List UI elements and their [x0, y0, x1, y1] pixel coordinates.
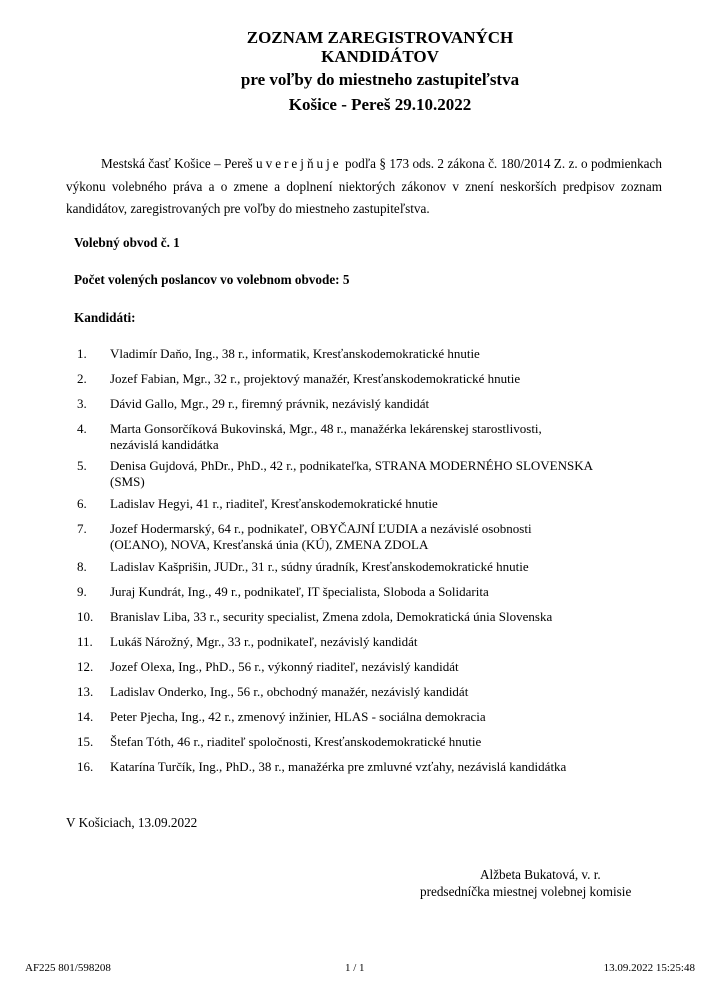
district-heading: Volebný obvod č. 1 [74, 235, 180, 250]
candidate-number: 9. [77, 584, 87, 599]
candidate-number: 3. [77, 396, 87, 411]
candidate-text [110, 734, 650, 750]
candidate-line: Juraj Kundrát, Ing., 49 r., podnikateľ, IT špecialista, Sloboda a Solidarita [110, 584, 489, 599]
signer-role: predsedníčka miestnej volebnej komisie [420, 884, 632, 899]
candidate-text [110, 634, 650, 650]
candidate-line: nezávislá kandidátka [110, 437, 219, 452]
candidate-number: 1. [77, 346, 87, 361]
candidate-line: Ladislav Onderko, Ing., 56 r., obchodný manažér, nezávislý kandidát [110, 684, 469, 699]
candidate-text [110, 759, 650, 775]
candidate-number: 12. [77, 659, 94, 674]
footer-timestamp: 13.09.2022 15:25:48 [603, 962, 695, 974]
candidate-text [110, 521, 650, 553]
candidate-text [110, 371, 650, 387]
candidate-text [110, 458, 650, 490]
candidate-text [110, 396, 650, 412]
candidate-line: Denisa Gujdová, PhDr., PhD., 42 r., podnikateľka, STRANA MODERNÉHO SLOVENSKA [110, 458, 594, 473]
candidate-number: 15. [77, 734, 94, 749]
candidates-heading: Kandidáti: [74, 310, 136, 325]
candidate-line: Peter Pjecha, Ing., 42 r., zmenový inžinier, HLAS - sociálna demokracia [110, 709, 486, 724]
footer-document-id: AF225 801/598208 [25, 962, 111, 974]
candidate-text [110, 421, 650, 453]
candidate-number: 11. [77, 634, 93, 649]
candidate-line: Marta Gonsorčíková Bukovinská, Mgr., 48 r., manažérka lekárenskej starostlivosti, [110, 421, 542, 436]
candidate-number: 4. [77, 421, 87, 436]
candidate-text [110, 559, 650, 575]
candidate-text [110, 659, 650, 675]
candidate-line: Jozef Hodermarský, 64 r., podnikateľ, OBYČAJNÍ ĽUDIA a nezávislé osobnosti [110, 521, 532, 536]
candidate-text [110, 709, 650, 725]
candidate-number: 5. [77, 458, 87, 473]
place-date: V Košiciach, 13.09.2022 [66, 815, 198, 830]
intro-part-1: Mestská časť Košice – Pereš [101, 156, 256, 171]
title-line-4: Košice - Pereš 29.10.2022 [288, 95, 472, 114]
candidate-line: Jozef Fabian, Mgr., 32 r., projektový manažér, Kresťanskodemokratické hnutie [110, 371, 521, 386]
candidate-number: 6. [77, 496, 87, 511]
candidate-line: (OĽANO), NOVA, Kresťanská únia (KÚ), ZMENA ZDOLA [110, 537, 429, 552]
seats-heading: Počet volených poslancov vo volebnom obvode: 5 [74, 272, 350, 287]
candidate-line: Dávid Gallo, Mgr., 29 r., firemný právnik, nezávislý kandidát [110, 396, 430, 411]
signer-name: Alžbeta Bukatová, v. r. [480, 867, 601, 882]
candidate-number: 16. [77, 759, 94, 774]
candidate-text [110, 684, 650, 700]
title-line-3: pre voľby do miestneho zastupiteľstva [240, 70, 520, 89]
candidate-line: Jozef Olexa, Ing., PhD., 56 r., výkonný riaditeľ, nezávislý kandidát [110, 659, 459, 674]
candidate-line: Štefan Tóth, 46 r., riaditeľ spoločnosti, Kresťanskodemokratické hnutie [110, 734, 482, 749]
candidate-text [110, 584, 650, 600]
candidate-line: Ladislav Kašprišin, JUDr., 31 r., súdny úradník, Kresťanskodemokratické hnutie [110, 559, 529, 574]
candidate-line: (SMS) [110, 474, 145, 489]
candidate-number: 14. [77, 709, 94, 724]
candidate-number: 8. [77, 559, 87, 574]
candidate-number: 10. [77, 609, 94, 624]
footer-page-number: 1 / 1 [345, 962, 365, 974]
candidate-line: Ladislav Hegyi, 41 r., riaditeľ, Kresťanskodemokratické hnutie [110, 496, 438, 511]
candidate-number: 13. [77, 684, 94, 699]
candidate-number: 7. [77, 521, 87, 536]
intro-spaced-word: uverejňuje [256, 156, 342, 171]
intro-part-2: podľa § 173 ods. 2 zákona č. 180/2014 Z. z. o podmienkach výkonu volebného práva a o zmene a doplnení niektorých zákonov v znení neskorších predpisov zoznam kandidátov, zaregistrovaných pre voľby do miestneho zastupiteľstva. [66, 156, 662, 216]
candidate-line: Vladimír Daňo, Ing., 38 r., informatik, Kresťanskodemokratické hnutie [110, 346, 480, 361]
candidate-line: Lukáš Nárožný, Mgr., 33 r., podnikateľ, nezávislý kandidát [110, 634, 418, 649]
candidate-line: Katarína Turčík, Ing., PhD., 38 r., manažérka pre zmluvné vzťahy, nezávislá kandidátka [110, 759, 567, 774]
candidate-number: 2. [77, 371, 87, 386]
candidate-text [110, 346, 650, 362]
title-line-1: ZOZNAM ZAREGISTROVANÝCH [246, 28, 514, 47]
signature-block [420, 866, 680, 900]
candidate-text [110, 609, 650, 625]
candidate-text [110, 496, 650, 512]
candidate-line: Branislav Liba, 33 r., security specialist, Zmena zdola, Demokratická únia Slovenska [110, 609, 553, 624]
intro-paragraph [66, 153, 662, 221]
title-line-2: KANDIDÁTOV [321, 47, 439, 66]
